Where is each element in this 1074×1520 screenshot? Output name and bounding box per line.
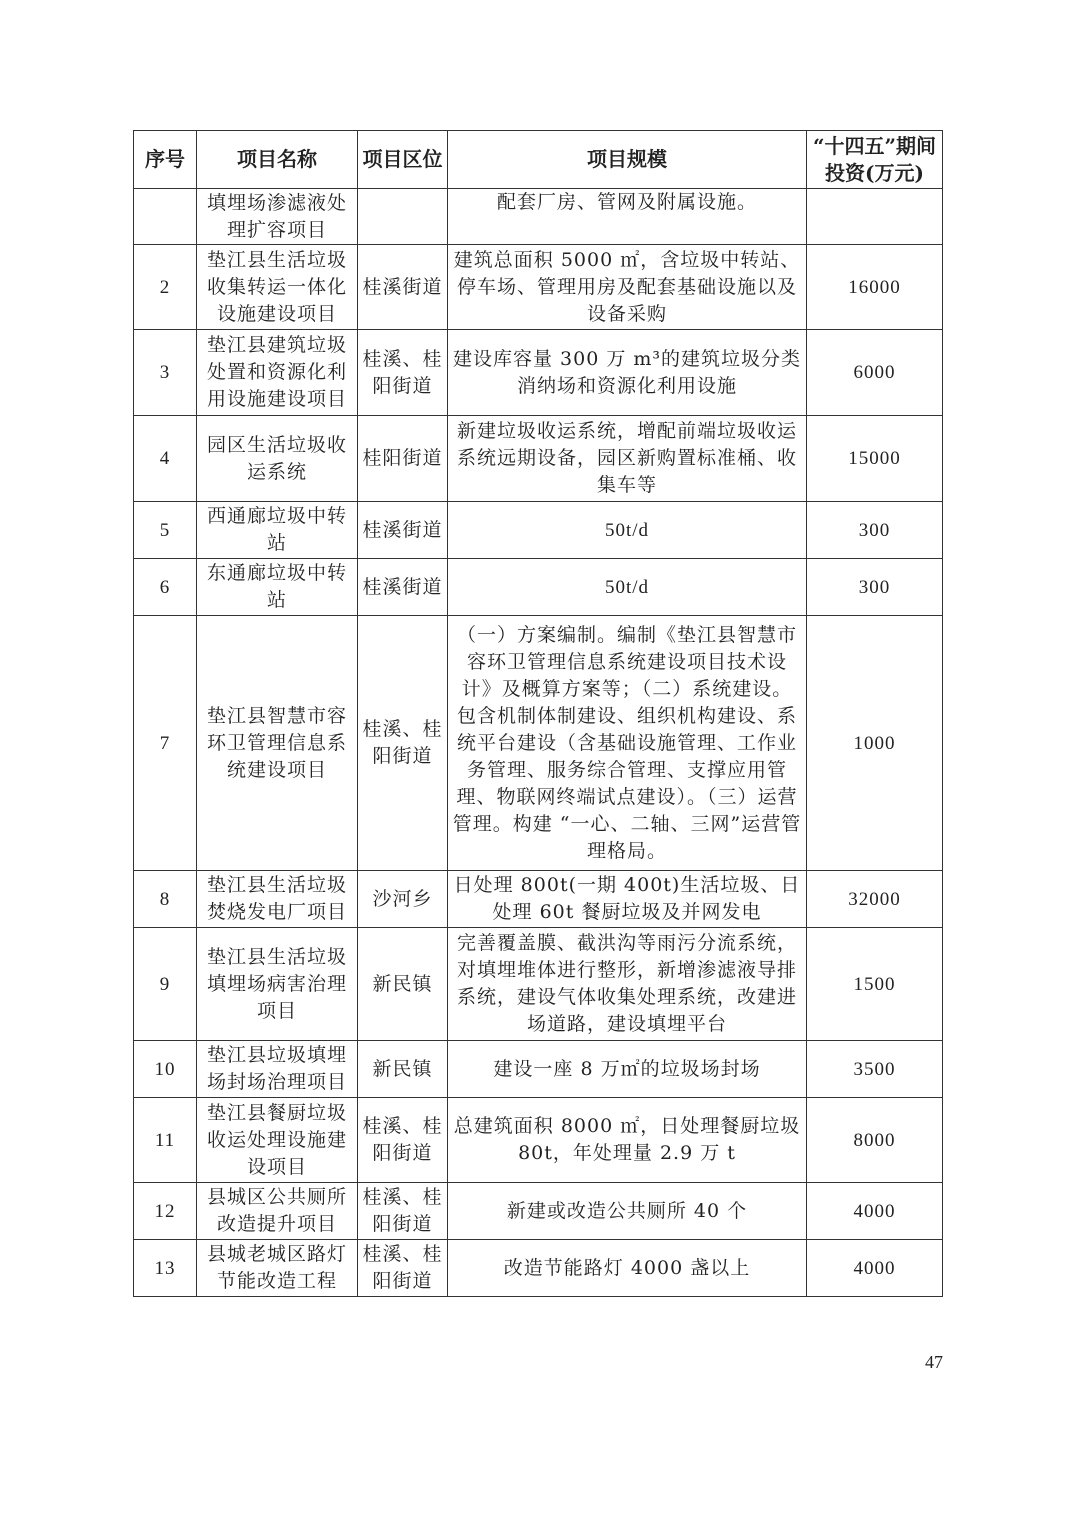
row-name: 县城区公共厕所改造提升项目 bbox=[197, 1183, 358, 1240]
row-location: 桂溪、桂阳街道 bbox=[358, 1183, 448, 1240]
row-investment: 1500 bbox=[807, 928, 943, 1041]
header-scale: 项目规模 bbox=[448, 131, 807, 189]
row-investment: 300 bbox=[807, 502, 943, 559]
row-no: 11 bbox=[134, 1098, 197, 1183]
row-no bbox=[134, 189, 197, 245]
row-investment: 15000 bbox=[807, 416, 943, 502]
row-name: 垫江县建筑垃圾处置和资源化利用设施建设项目 bbox=[197, 330, 358, 416]
row-location: 桂溪街道 bbox=[358, 559, 448, 616]
row-name: 垫江县垃圾填埋场封场治理项目 bbox=[197, 1041, 358, 1098]
row-no: 6 bbox=[134, 559, 197, 616]
table-row bbox=[134, 502, 943, 559]
row-scale: 配套厂房、管网及附属设施。 bbox=[448, 189, 807, 245]
table-row bbox=[134, 1240, 943, 1297]
row-no: 9 bbox=[134, 928, 197, 1041]
row-location: 新民镇 bbox=[358, 928, 448, 1041]
row-investment: 1000 bbox=[807, 616, 943, 871]
row-location: 沙河乡 bbox=[358, 871, 448, 928]
row-name: 垫江县生活垃圾焚烧发电厂项目 bbox=[197, 871, 358, 928]
row-location: 桂溪街道 bbox=[358, 245, 448, 330]
row-name: 填埋场渗滤液处理扩容项目 bbox=[197, 189, 358, 245]
row-investment: 300 bbox=[807, 559, 943, 616]
header-investment: “十四五”期间投资(万元) bbox=[807, 131, 943, 189]
row-investment: 32000 bbox=[807, 871, 943, 928]
row-scale: 总建筑面积 8000 ㎡，日处理餐厨垃圾 80t，年处理量 2.9 万 t bbox=[448, 1098, 807, 1183]
table-row bbox=[134, 1183, 943, 1240]
row-name: 园区生活垃圾收运系统 bbox=[197, 416, 358, 502]
row-investment: 4000 bbox=[807, 1240, 943, 1297]
row-no: 5 bbox=[134, 502, 197, 559]
row-scale: 新建垃圾收运系统，增配前端垃圾收运系统远期设备，园区新购置标准桶、收集车等 bbox=[448, 416, 807, 502]
table-row bbox=[134, 416, 943, 502]
row-no: 3 bbox=[134, 330, 197, 416]
row-scale: 建筑总面积 5000 ㎡，含垃圾中转站、停车场、管理用房及配套基础设施以及设备采购 bbox=[448, 245, 807, 330]
table-row bbox=[134, 871, 943, 928]
row-name: 垫江县智慧市容环卫管理信息系统建设项目 bbox=[197, 616, 358, 871]
row-name: 垫江县餐厨垃圾收运处理设施建设项目 bbox=[197, 1098, 358, 1183]
row-no: 8 bbox=[134, 871, 197, 928]
row-investment: 3500 bbox=[807, 1041, 943, 1098]
row-scale: 新建或改造公共厕所 40 个 bbox=[448, 1183, 807, 1240]
row-scale: 改造节能路灯 4000 盏以上 bbox=[448, 1240, 807, 1297]
row-no: 13 bbox=[134, 1240, 197, 1297]
row-name: 西通廊垃圾中转站 bbox=[197, 502, 358, 559]
row-name: 东通廊垃圾中转站 bbox=[197, 559, 358, 616]
row-no: 2 bbox=[134, 245, 197, 330]
header-location: 项目区位 bbox=[358, 131, 448, 189]
row-scale: 完善覆盖膜、截洪沟等雨污分流系统，对填埋堆体进行整形，新增渗滤液导排系统，建设气体收集处理系统，改建进场道路，建设填埋平台 bbox=[448, 928, 807, 1041]
row-location: 桂阳街道 bbox=[358, 416, 448, 502]
row-investment: 6000 bbox=[807, 330, 943, 416]
header-no: 序号 bbox=[134, 131, 197, 189]
table-header-row bbox=[134, 131, 943, 189]
row-scale: 日处理 800t(一期 400t)生活垃圾、日处理 60t 餐厨垃圾及并网发电 bbox=[448, 871, 807, 928]
row-location: 桂溪、桂阳街道 bbox=[358, 1240, 448, 1297]
row-scale: 50t/d bbox=[448, 559, 807, 616]
table-row bbox=[134, 330, 943, 416]
row-scale: 建设一座 8 万㎡的垃圾场封场 bbox=[448, 1041, 807, 1098]
project-table bbox=[133, 130, 943, 1297]
row-scale: （一）方案编制。编制《垫江县智慧市容环卫管理信息系统建设项目技术设计》及概算方案等；（二）系统建设。包含机制体制建设、组织机构建设、系统平台建设（含基础设施管理、工作业务管理、服务综合管理、支撑应用管理、物联网终端试点建设）。（三）运营管理。构建 “一心、二轴、三网”运营管理格局。 bbox=[448, 616, 807, 871]
row-investment: 8000 bbox=[807, 1098, 943, 1183]
row-location: 新民镇 bbox=[358, 1041, 448, 1098]
table-row bbox=[134, 245, 943, 330]
table-row bbox=[134, 189, 943, 245]
row-scale: 50t/d bbox=[448, 502, 807, 559]
row-location: 桂溪街道 bbox=[358, 502, 448, 559]
row-no: 7 bbox=[134, 616, 197, 871]
row-location: 桂溪、桂阳街道 bbox=[358, 1098, 448, 1183]
table-row bbox=[134, 559, 943, 616]
row-location: 桂溪、桂阳街道 bbox=[358, 330, 448, 416]
row-no: 12 bbox=[134, 1183, 197, 1240]
row-name: 垫江县生活垃圾收集转运一体化设施建设项目 bbox=[197, 245, 358, 330]
row-name: 县城老城区路灯节能改造工程 bbox=[197, 1240, 358, 1297]
header-name: 项目名称 bbox=[197, 131, 358, 189]
row-no: 10 bbox=[134, 1041, 197, 1098]
table-row bbox=[134, 1041, 943, 1098]
row-no: 4 bbox=[134, 416, 197, 502]
row-scale: 建设库容量 300 万 m³的建筑垃圾分类消纳场和资源化利用设施 bbox=[448, 330, 807, 416]
row-investment: 16000 bbox=[807, 245, 943, 330]
table-row bbox=[134, 1098, 943, 1183]
row-investment bbox=[807, 189, 943, 245]
row-location bbox=[358, 189, 448, 245]
row-investment: 4000 bbox=[807, 1183, 943, 1240]
table-row bbox=[134, 928, 943, 1041]
page-number: 47 bbox=[925, 1352, 943, 1372]
row-name: 垫江县生活垃圾填埋场病害治理项目 bbox=[197, 928, 358, 1041]
table-row bbox=[134, 616, 943, 871]
row-location: 桂溪、桂阳街道 bbox=[358, 616, 448, 871]
